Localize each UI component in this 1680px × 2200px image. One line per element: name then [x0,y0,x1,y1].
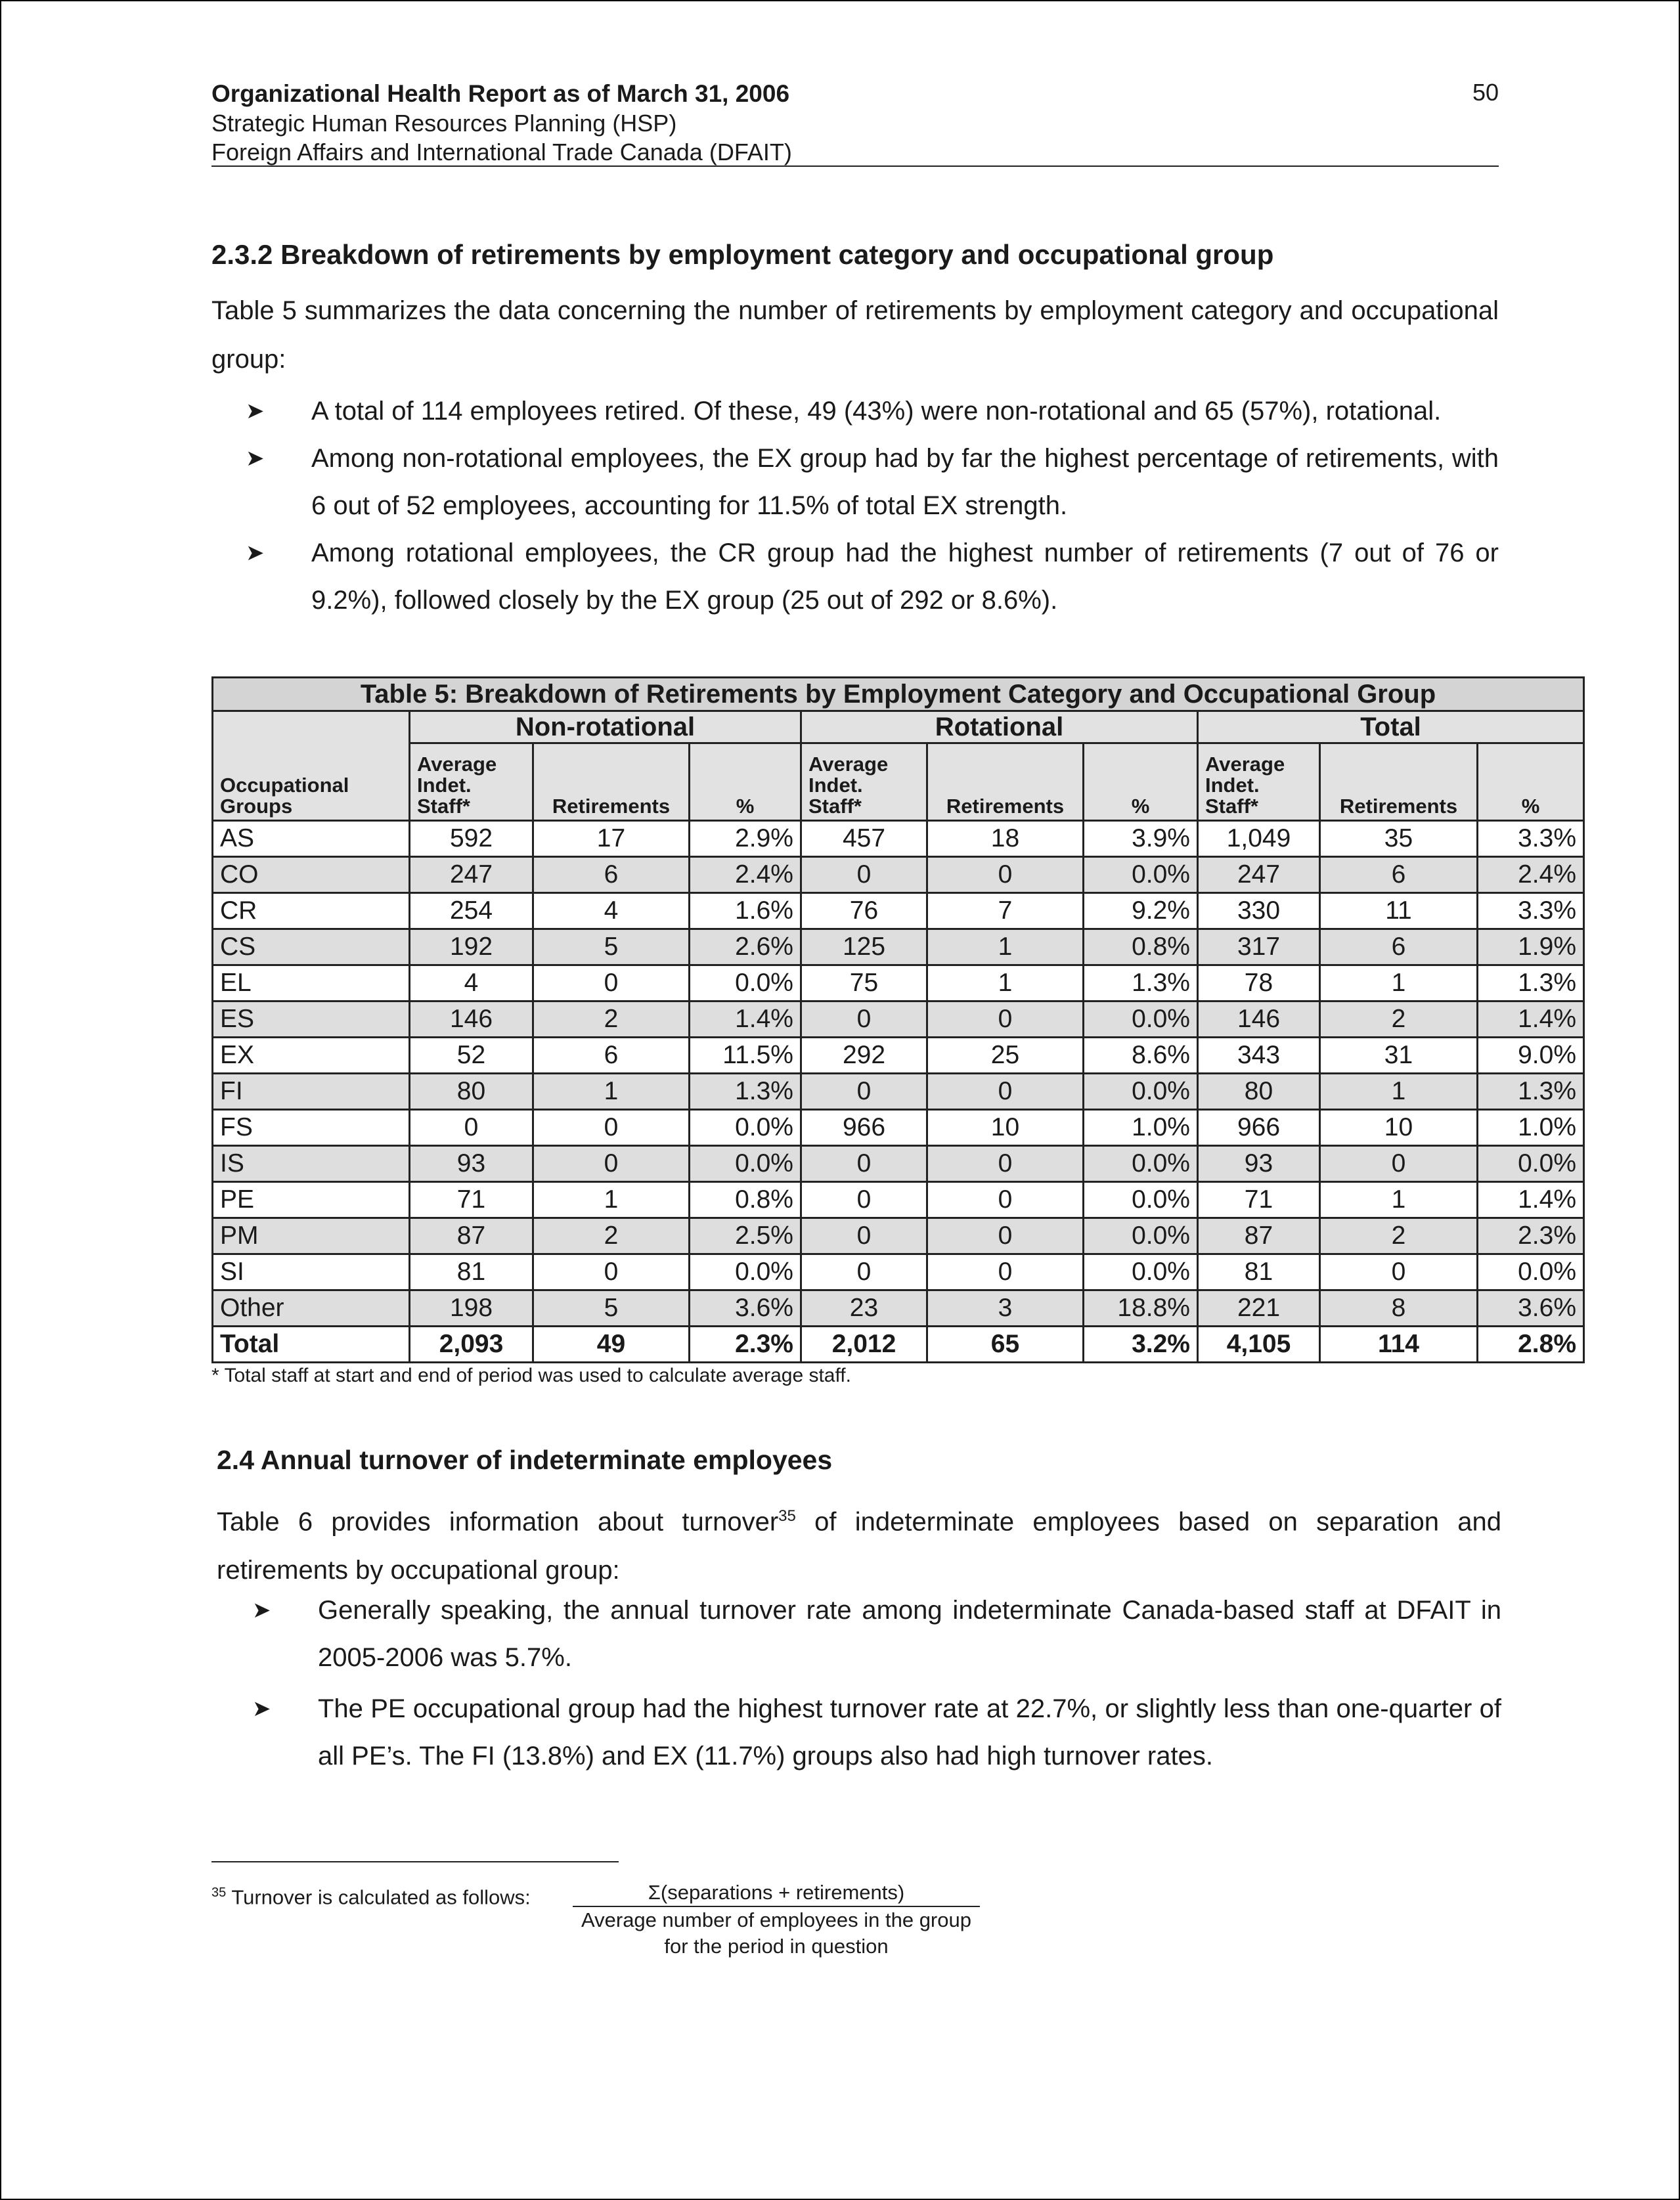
table-cell: 146 [410,1001,533,1038]
table-cell: 71 [1198,1182,1320,1218]
table-cell: 2.4% [690,857,801,893]
table-cell: 23 [801,1290,927,1327]
table-cell: 2 [533,1218,690,1254]
table-cell: 1,049 [1198,821,1320,857]
total-cell: 65 [927,1327,1084,1363]
table-cell: 317 [1198,929,1320,965]
table-cell: 0.0% [1084,1146,1198,1182]
group-code-cell: PM [213,1218,410,1254]
group-code-cell: FS [213,1110,410,1146]
bullet-text: The PE occupational group had the highest turnover rate at 22.7%, or slightly less than one-quarter of all PE’s. The FI (13.8%) and EX (11.7%) groups also had high turnover rates. [318,1694,1501,1771]
table-cell: 1.6% [690,893,801,929]
table-cell: 0.8% [1084,929,1198,965]
bullet-text: Among non-rotational employees, the EX group had by far the highest percentage of retirements, with 6 out of 52 employees, accounting for 11.5% of total EX strength. [311,444,1499,520]
table-cell: 0 [927,1218,1084,1254]
table-cell: 87 [410,1218,533,1254]
bullet-item [246,387,1499,435]
table-cell: 0 [1320,1146,1478,1182]
table-cell: 2 [1320,1218,1478,1254]
table-cell: 0 [801,857,927,893]
table-cell: 0.0% [1084,1218,1198,1254]
header-department: Foreign Affairs and International Trade Canada (DFAIT) [211,139,792,165]
table-cell: 0.0% [1478,1146,1584,1182]
table-cell: 0.0% [690,1110,801,1146]
group-code-cell: CR [213,893,410,929]
table-cell: 3.9% [1084,821,1198,857]
table-cell: 3.6% [1478,1290,1584,1327]
table-cell: 0 [927,857,1084,893]
group-code-cell: PE [213,1182,410,1218]
table-cell: 0.0% [1084,1182,1198,1218]
table-cell: 35 [1320,821,1478,857]
group-code-cell: CO [213,857,410,893]
table-cell: 247 [410,857,533,893]
table-cell: 2 [533,1001,690,1038]
table-cell: 1.3% [1478,1074,1584,1110]
table-cell: 3.3% [1478,821,1584,857]
table-cell: 198 [410,1290,533,1327]
bullet-item [252,1685,1501,1780]
bullet-text: Among rotational employees, the CR group had the highest number of retirements (7 out of 76 or 9.2%), followed closely by the EX group (25 out of 292 or 8.6%). [311,539,1499,615]
table-cell: 17 [533,821,690,857]
table-cell: 1.3% [690,1074,801,1110]
table-cell: 11.5% [690,1038,801,1074]
table-cell: 0 [927,1254,1084,1290]
group-code-cell: ES [213,1001,410,1038]
table-cell: 80 [1198,1074,1320,1110]
formula-denominator-line1: Average number of employees in the group [581,1908,971,1931]
table-cell: 93 [1198,1146,1320,1182]
column-header-occupational-groups: Occupational Groups [213,711,410,821]
table-cell: 1 [1320,1182,1478,1218]
table-caption: Table 5: Breakdown of Retirements by Employment Category and Occupational Group [213,678,1584,711]
table-cell: 3.3% [1478,893,1584,929]
table-cell: 0 [927,1001,1084,1038]
table-cell: 78 [1198,965,1320,1001]
table-cell: 0 [927,1074,1084,1110]
page-number: 50 [1472,79,1499,106]
group-code-cell: CS [213,929,410,965]
table-row [213,1218,1584,1254]
column-header-retirements: Retirements [533,743,690,821]
table-cell: 0 [801,1001,927,1038]
footnote-label: Turnover is calculated as follows: [231,1885,531,1909]
table-cell: 18 [927,821,1084,857]
total-cell: 2.8% [1478,1327,1584,1363]
table-5 [211,676,1583,1387]
table-cell: 0 [801,1254,927,1290]
table-cell: 966 [1198,1110,1320,1146]
group-code-cell: AS [213,821,410,857]
column-header-avg-staff: Average Indet. Staff* [1198,743,1320,821]
table-cell: 6 [1320,857,1478,893]
table-row [213,821,1584,857]
group-code-cell: EL [213,965,410,1001]
bullet-item [246,435,1499,529]
table-cell: 0 [801,1218,927,1254]
table-footnote: * Total staff at start and end of period was used to calculate average staff. [211,1365,851,1386]
table-cell: 343 [1198,1038,1320,1074]
table-cell: 292 [801,1038,927,1074]
table-cell: 81 [1198,1254,1320,1290]
table-cell: 2.9% [690,821,801,857]
section-heading-turnover: 2.4 Annual turnover of indeterminate employees [217,1445,833,1475]
table-cell: 10 [927,1110,1084,1146]
table-cell: 3.6% [690,1290,801,1327]
table-cell: 1.4% [1478,1001,1584,1038]
table-cell: 7 [927,893,1084,929]
group-header-total: Total [1198,711,1584,743]
turnover-intro-start: Table 6 provides information about turnover [217,1507,779,1537]
table-cell: 1 [927,965,1084,1001]
section-turnover-paragraph [217,1492,1501,1595]
table-cell: 9.0% [1478,1038,1584,1074]
table-cell: 1 [927,929,1084,965]
table-cell: 0 [533,1110,690,1146]
table-cell: 5 [533,1290,690,1327]
table-cell: 0.0% [1084,1001,1198,1038]
table-cell: 0 [801,1074,927,1110]
bullet-arrow-icon: ➤ [246,399,265,424]
table-body [213,821,1584,1327]
table-cell: 1 [1320,1074,1478,1110]
table-cell: 87 [1198,1218,1320,1254]
table-row [213,965,1584,1001]
bullet-arrow-icon: ➤ [252,1696,271,1721]
total-cell: 4,105 [1198,1327,1320,1363]
total-cell: 49 [533,1327,690,1363]
group-header-rotational: Rotational [801,711,1198,743]
footnote-separator [211,1861,619,1862]
table-cell: 1 [1320,965,1478,1001]
group-code-cell: FI [213,1074,410,1110]
table-cell: 0 [927,1182,1084,1218]
table-cell: 457 [801,821,927,857]
footnote-reference: 35 [778,1507,796,1525]
table-cell: 9.2% [1084,893,1198,929]
bullet-arrow-icon: ➤ [252,1598,271,1623]
total-cell: Total [213,1327,410,1363]
group-code-cell: SI [213,1254,410,1290]
table-cell: 6 [533,857,690,893]
bullet-text: Generally speaking, the annual turnover rate among indeterminate Canada-based staff at DFAIT in 2005-2006 was 5.7%. [318,1596,1501,1672]
bullet-arrow-icon: ➤ [246,446,265,471]
table-cell: 0.0% [690,1146,801,1182]
table-cell: 2.6% [690,929,801,965]
column-header-percent: % [1084,743,1198,821]
table-cell: 80 [410,1074,533,1110]
table-row [213,1182,1584,1218]
retirements-table [211,676,1585,1363]
table-cell: 6 [533,1038,690,1074]
table-cell: 81 [410,1254,533,1290]
turnover-formula [566,1880,986,1960]
table-cell: 1 [533,1074,690,1110]
table-cell: 247 [1198,857,1320,893]
table-cell: 0.0% [1084,857,1198,893]
header-rule [211,165,1499,167]
table-cell: 11 [1320,893,1478,929]
table-cell: 2.4% [1478,857,1584,893]
table-cell: 1.3% [1084,965,1198,1001]
formula-numerator: Σ(separations + retirements) [573,1880,980,1907]
table-cell: 0 [801,1146,927,1182]
table-cell: 93 [410,1146,533,1182]
table-cell: 25 [927,1038,1084,1074]
section-intro-paragraph: Table 5 summarizes the data concerning the number of retirements by employment category and occupational group: [211,296,1499,374]
group-code-cell: Other [213,1290,410,1327]
footnote-number: 35 [211,1885,227,1900]
table-cell: 0 [533,965,690,1001]
section-heading-retirements: 2.3.2 Breakdown of retirements by employment category and occupational group [211,239,1274,270]
table-row [213,1001,1584,1038]
table-cell: 0.8% [690,1182,801,1218]
report-title: Organizational Health Report as of March 31, 2006 [211,80,790,107]
table-cell: 0.0% [690,965,801,1001]
table-cell: 125 [801,929,927,965]
table-cell: 330 [1198,893,1320,929]
table-cell: 192 [410,929,533,965]
table-cell: 1.9% [1478,929,1584,965]
column-header-avg-staff: Average Indet. Staff* [801,743,927,821]
column-header-avg-staff: Average Indet. Staff* [410,743,533,821]
table-cell: 254 [410,893,533,929]
table-row [213,1110,1584,1146]
table-cell: 0.0% [1084,1254,1198,1290]
table-cell: 0.0% [1478,1254,1584,1290]
table-cell: 5 [533,929,690,965]
formula-denominator-line2: for the period in question [664,1935,889,1958]
footnote [211,1880,971,1958]
table-row [213,893,1584,929]
table-cell: 2.5% [690,1218,801,1254]
table-cell: 8 [1320,1290,1478,1327]
page-header [211,79,1499,167]
table-cell: 592 [410,821,533,857]
table-cell: 0 [533,1146,690,1182]
table-cell: 966 [801,1110,927,1146]
total-cell: 3.2% [1084,1327,1198,1363]
table-cell: 8.6% [1084,1038,1198,1074]
table-cell: 1.4% [690,1001,801,1038]
turnover-intro-end: of indeterminate employees based on separation and retirements by occupational group: [217,1507,1501,1585]
table-cell: 1.0% [1084,1110,1198,1146]
table-cell: 3 [927,1290,1084,1327]
table-cell: 0 [533,1254,690,1290]
table-cell: 18.8% [1084,1290,1198,1327]
table-cell: 0 [927,1146,1084,1182]
table-cell: 1.0% [1478,1110,1584,1146]
group-code-cell: EX [213,1038,410,1074]
total-cell: 2,093 [410,1327,533,1363]
table-cell: 6 [1320,929,1478,965]
table-cell: 31 [1320,1038,1478,1074]
column-header-percent: % [690,743,801,821]
column-header-retirements: Retirements [1320,743,1478,821]
table-row [213,1038,1584,1074]
table-cell: 52 [410,1038,533,1074]
table-total-row [213,1327,1584,1363]
table-cell: 0 [801,1182,927,1218]
table-cell: 2.3% [1478,1218,1584,1254]
table-row [213,1074,1584,1110]
total-cell: 2,012 [801,1327,927,1363]
table-cell: 0.0% [690,1254,801,1290]
column-header-percent: % [1478,743,1584,821]
table-cell: 0.0% [1084,1074,1198,1110]
group-header-non-rotational: Non-rotational [410,711,801,743]
table-row [213,1254,1584,1290]
bullet-item [252,1587,1501,1681]
table-row [213,1290,1584,1327]
bullet-arrow-icon: ➤ [246,540,265,565]
table-cell: 4 [410,965,533,1001]
table-cell: 4 [533,893,690,929]
table-cell: 146 [1198,1001,1320,1038]
table-cell: 2 [1320,1001,1478,1038]
header-subtitle: Strategic Human Resources Planning (HSP) [211,110,677,137]
column-header-retirements: Retirements [927,743,1084,821]
table-cell: 0 [1320,1254,1478,1290]
group-code-cell: IS [213,1146,410,1182]
table-cell: 75 [801,965,927,1001]
table-row [213,857,1584,893]
table-row [213,1146,1584,1182]
table-cell: 10 [1320,1110,1478,1146]
table-cell: 1.4% [1478,1182,1584,1218]
bullet-item [246,529,1499,624]
table-cell: 71 [410,1182,533,1218]
table-row [213,929,1584,965]
bullet-text: A total of 114 employees retired. Of these, 49 (43%) were non-rotational and 65 (57%), rotational. [311,397,1442,426]
table-cell: 76 [801,893,927,929]
table-cell: 0 [410,1110,533,1146]
table-cell: 1 [533,1182,690,1218]
table-cell: 1.3% [1478,965,1584,1001]
total-cell: 114 [1320,1327,1478,1363]
total-cell: 2.3% [690,1327,801,1363]
table-cell: 221 [1198,1290,1320,1327]
